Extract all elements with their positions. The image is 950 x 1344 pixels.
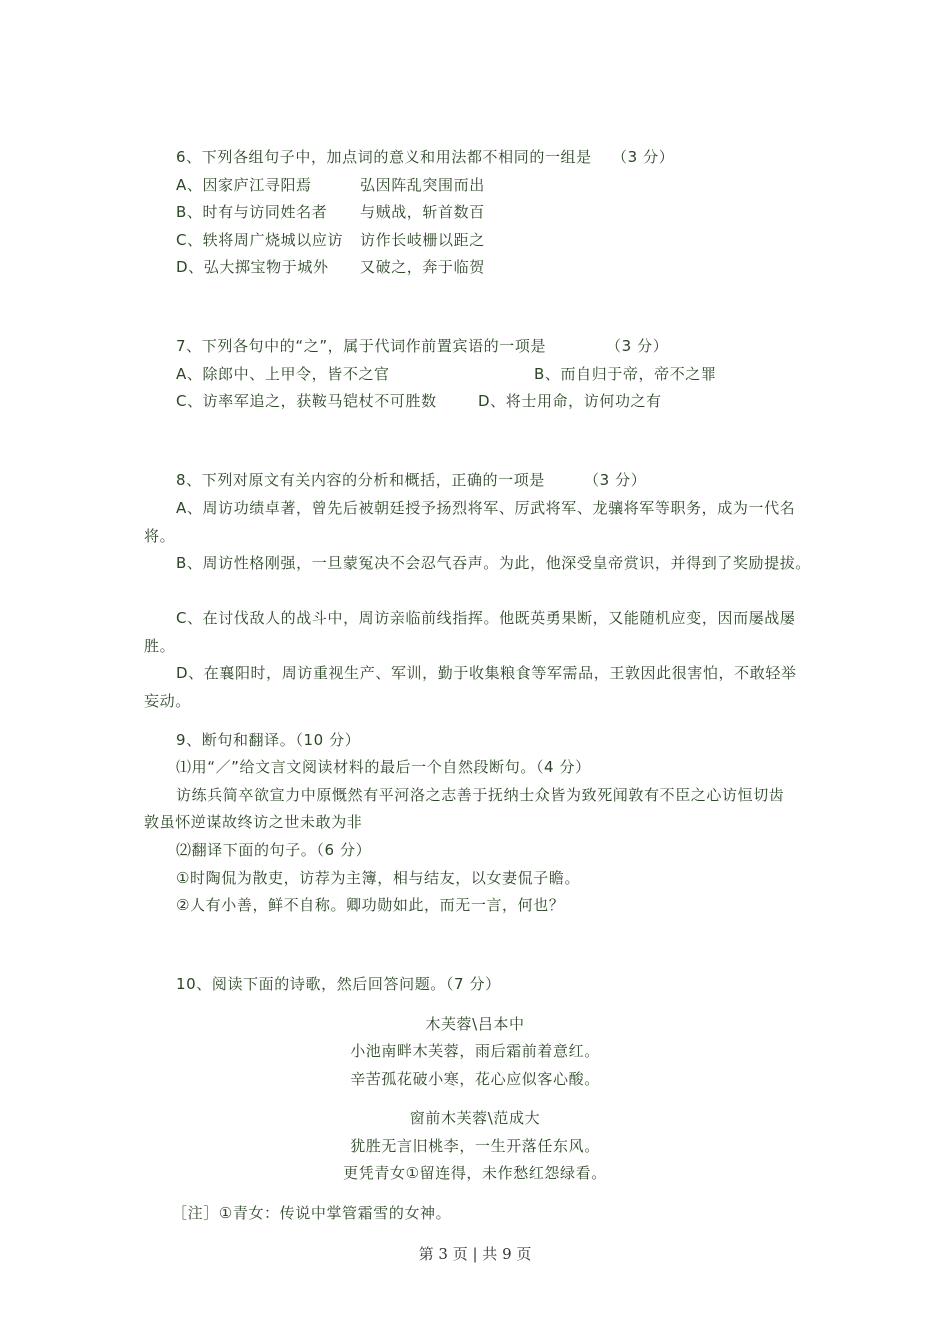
q6-option-d-right: 又破之，奔于临贺 (360, 258, 485, 276)
q9-stem: 9、断句和翻译。（10 分） (176, 731, 361, 749)
q7-stem-text: 7、下列各句中的“之”，属于代词作前置宾语的一项是 (176, 337, 547, 355)
q8-option-d: D、在襄阳时，周访重视生产、军训，勤于收集粮食等军需品，王敦因此很害怕，不敢轻举 (176, 664, 797, 682)
q7-score: （3 分） (606, 337, 669, 355)
q6-option-b-right: 与贼战，斩首数百 (360, 203, 485, 221)
q6-option-c: C、轶将周广烧城以应访 (176, 231, 344, 249)
q6-option-c-right: 访作长岐栅以距之 (360, 231, 485, 249)
q6-option-b: B、时有与访同姓名者 (176, 203, 328, 221)
poem-1-title: 木芙蓉\吕本中 (425, 1015, 525, 1033)
q6-score: （3 分） (612, 148, 675, 166)
q6-option-d: D、弘大掷宝物于城外 (176, 258, 329, 276)
q9-sentence-1: ①时陶侃为散吏，访荐为主簿，相与结友，以女妻侃子瞻。 (176, 869, 581, 887)
q7-stem (176, 336, 669, 356)
poem-note: ［注］①青女：传说中掌管霜雪的女神。 (172, 1204, 452, 1222)
q7-option-d: D、将士用命，访何功之有 (478, 392, 662, 410)
q6-option-a: A、因家庐江寻阳焉 (176, 176, 312, 194)
poem-2-line-1: 犹胜无言旧桃李，一生开落任东风。 (350, 1137, 600, 1155)
page-footer: 第 3 页 | 共 9 页 (418, 1245, 532, 1263)
q7-option-b: B、而自归于帝，帝不之罪 (534, 365, 717, 383)
q8-option-c: C、在讨伐敌人的战斗中，周访亲临前线指挥。他既英勇果断，又能随机应变，因而屡战屡 (176, 609, 796, 627)
poem-1-line-2: 辛苦孤花破小寒，花心应似客心酸。 (350, 1070, 600, 1088)
q8-option-a: A、周访功绩卓著，曾先后被朝廷授予扬烈将军、厉武将军、龙骧将军等职务，成为一代名 (176, 499, 796, 517)
q9-part1: ⑴用“／”给文言文阅读材料的最后一个自然段断句。（4 分） (176, 758, 591, 776)
q8-option-b: B、周访性格刚强，一旦蒙冤决不会忍气吞声。为此，他深受皇帝赏识，并得到了奖励提拔。 (176, 554, 811, 572)
q6-stem-text: 6、下列各组句子中，加点词的意义和用法都不相同的一组是 (176, 148, 592, 166)
q8-option-a-cont: 将。 (144, 527, 176, 545)
q9-sentence-2: ②人有小善，鲜不自称。卿功勋如此，而无一言，何也？ (176, 896, 565, 914)
q8-score: （3 分） (584, 471, 647, 489)
q9-passage-line1: 访练兵简卒欲宣力中原慨然有平河洛之志善于抚纳士众皆为致死闻敦有不臣之心访恒切齿 (176, 786, 785, 804)
q8-stem-text: 8、下列对原文有关内容的分析和概括，正确的一项是 (176, 471, 545, 489)
q7-option-c: C、访率军追之，获鞍马铠杖不可胜数 (176, 392, 437, 410)
q9-passage-line2: 敦虽怀逆谋故终访之世未敢为非 (144, 813, 363, 831)
q10-stem: 10、阅读下面的诗歌，然后回答问题。（7 分） (176, 975, 501, 993)
q8-stem (176, 470, 647, 490)
poem-1-line-1: 小池南畔木芙蓉，雨后霜前着意红。 (350, 1042, 600, 1060)
q9-part2: ⑵翻译下面的句子。（6 分） (176, 841, 372, 859)
poem-2-line-2: 更凭青女①留连得，未作愁红怨绿看。 (343, 1164, 607, 1182)
q7-option-a: A、除郎中、上甲令，皆不之官 (176, 365, 390, 383)
q8-option-c-cont: 胜。 (144, 637, 176, 655)
poem-2-title: 窗前木芙蓉\范成大 (409, 1109, 541, 1127)
q6-option-a-right: 弘因阵乱突围而出 (360, 176, 485, 194)
q8-option-d-cont: 妄动。 (144, 692, 191, 710)
q6-stem (176, 147, 675, 167)
